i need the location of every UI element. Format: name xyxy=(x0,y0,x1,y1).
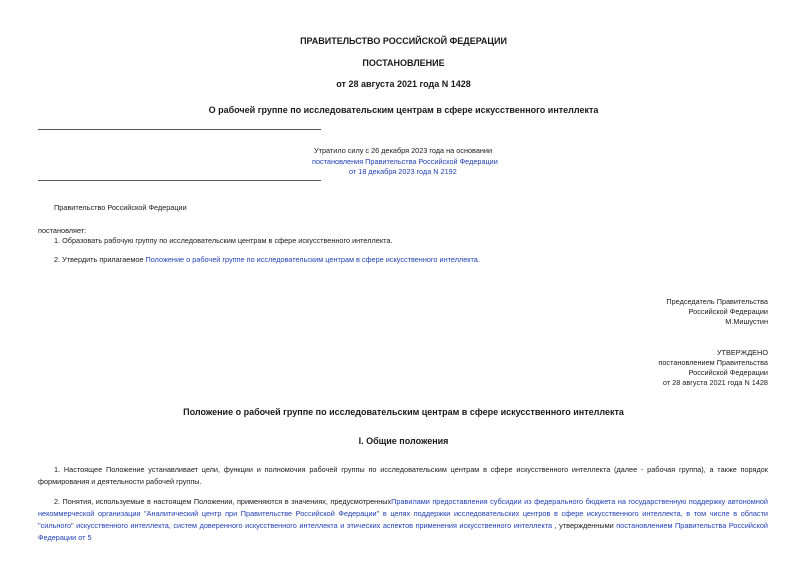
paragraph-2-rules-link[interactable]: Правилами предоставления субсидии из федерального бюджета на государственную поддержку автономной некоммерческой организации "Аналитический центр при Правительстве Российской Федерации" в целях поддержки исследовательских центров в сфере искусственного интеллекта, в том числе в области "сильного" искусственного интеллекта, систем доверенного искусственного интеллекта и этических аспектов применения искусственного интеллекта xyxy=(38,497,768,530)
section-title: I. Общие положения xyxy=(358,436,449,446)
regulation-title: Положение о рабочей группе по исследовательским центрам в сфере искусственного интеллекта xyxy=(183,407,624,417)
status-note-link-date[interactable]: от 18 декабря 2023 года N 2192 xyxy=(349,167,457,176)
approval-country: Российской Федерации xyxy=(688,368,768,377)
item-1: 1. Образовать рабочую группу по исследовательским центрам в сфере искусственного интеллекта. xyxy=(54,236,393,245)
decides-text: постановляет: xyxy=(38,226,87,235)
status-note-text: Утратило силу с 26 декабря 2023 года на основании xyxy=(314,146,493,155)
paragraph-2-mid-text: , утвержденными xyxy=(552,521,617,530)
paragraph-2-text: 2. Понятия, используемые в настоящем Положении, применяются в значениях, предусмотренных xyxy=(54,497,392,506)
status-note-link[interactable]: постановления Правительства Российской Федерации xyxy=(312,157,498,166)
signature-name: М.Мишустин xyxy=(725,317,768,326)
document-type-heading: ПОСТАНОВЛЕНИЕ xyxy=(362,58,445,68)
signature-title: Председатель Правительства xyxy=(666,297,768,306)
divider-top xyxy=(38,129,321,130)
paragraph-1: 1. Настоящее Положение устанавливает цели, функции и полномочия рабочей группы по исследовательским центрам в сфере искусственного интеллекта (далее - рабочая группа), а также порядок формирования и деятельности рабочей группы. xyxy=(38,465,768,486)
approval-by: постановлением Правительства xyxy=(658,358,768,367)
paragraph-2 xyxy=(38,496,768,544)
approval-date: от 28 августа 2021 года N 1428 xyxy=(662,378,768,387)
paragraph-2-decree-link[interactable]: постановлением Правительства Российской Федерации от 5 xyxy=(38,521,768,542)
item-2-link[interactable]: Положение о рабочей группе по исследовательским центрам в сфере искусственного интеллекта. xyxy=(145,255,480,264)
authority-heading: ПРАВИТЕЛЬСТВО РОССИЙСКОЙ ФЕДЕРАЦИИ xyxy=(300,36,507,46)
document-title: О рабочей группе по исследовательским центрам в сфере искусственного интеллекта xyxy=(208,105,599,115)
item-2-text: 2. Утвердить прилагаемое xyxy=(54,255,146,264)
approval-stamp: УТВЕРЖДЕНО xyxy=(716,348,768,357)
document-date-number: от 28 августа 2021 года N 1428 xyxy=(336,79,471,89)
issuer-text: Правительство Российской Федерации xyxy=(54,203,187,212)
divider-bottom xyxy=(38,180,321,181)
signature-country: Российской Федерации xyxy=(688,307,768,316)
item-2 xyxy=(54,254,480,265)
